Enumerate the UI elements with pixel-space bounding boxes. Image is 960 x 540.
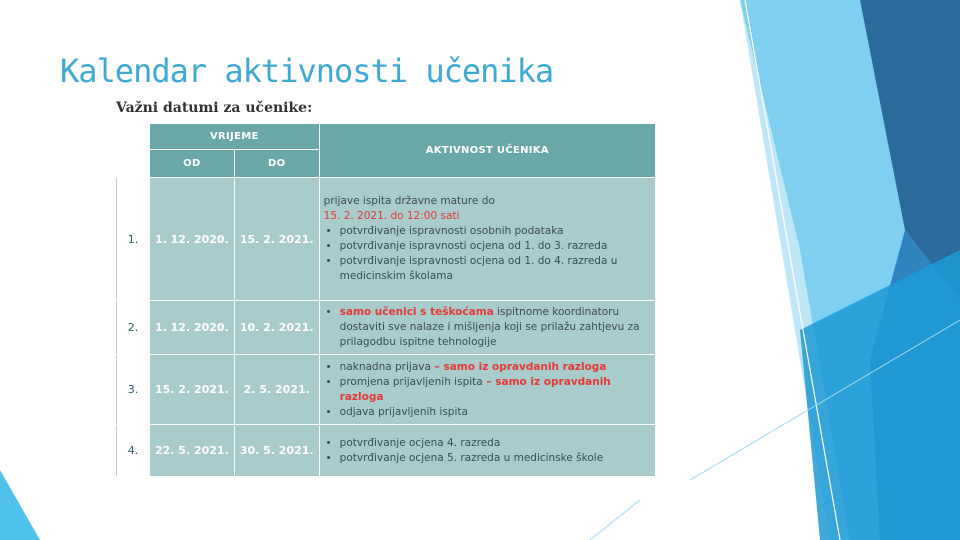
list-item: • potvrđivanje ispravnosti ocjena od 1. do 4. razreda u medicinskim školama [340, 254, 651, 284]
row-from-date: 22. 5. 2021. [149, 425, 234, 477]
row-from-date: 1. 12. 2020. [149, 178, 234, 301]
table-row [117, 301, 656, 355]
activity-list [324, 305, 651, 350]
row-from-date: 15. 2. 2021. [149, 355, 234, 425]
deco-bottom-left [0, 470, 40, 540]
deadline-text: 15. 2. 2021. do 12:00 sati [323, 210, 460, 222]
activity-intro: prijave ispita državne mature do 15. 2. 2021. do 12:00 sati [323, 195, 495, 222]
activity-list [324, 224, 651, 284]
row-number: 3. [117, 355, 150, 425]
list-item: • naknadna prijava – samo iz opravdanih razloga [340, 360, 651, 375]
row-activity [319, 178, 655, 301]
header-time: VRIJEME [149, 124, 319, 150]
list-item: • odjava prijavljenih ispita [340, 405, 651, 420]
row-number: 1. [117, 178, 150, 301]
table-row [117, 425, 656, 477]
header-to: DO [234, 150, 319, 178]
activity-list [324, 360, 651, 420]
header-from: OD [149, 150, 234, 178]
row-activity [319, 301, 655, 355]
page-subtitle: Važni datumi za učenike: [116, 100, 313, 116]
row-number: 2. [117, 301, 150, 355]
row-to-date: 2. 5. 2021. [234, 355, 319, 425]
table-row [117, 178, 656, 301]
row-activity [319, 355, 655, 425]
list-item: • potvrđivanje ispravnosti ocjena od 1. do 3. razreda [340, 239, 651, 254]
list-item: • potvrđivanje ispravnosti osobnih podataka [340, 224, 651, 239]
activity-list [324, 436, 651, 466]
list-item: • potvrđivanje ocjena 5. razreda u medicinske škole [340, 451, 651, 466]
calendar-table [116, 123, 656, 477]
header-blank [117, 124, 150, 178]
row-to-date: 15. 2. 2021. [234, 178, 319, 301]
list-item: • samo učenici s teškoćama ispitnome koordinatoru dostaviti sve nalaze i mišljenja koji se prilažu zahtjevu za prilagodbu ispitne tehnologije [340, 305, 651, 350]
row-activity [319, 425, 655, 477]
row-to-date: 30. 5. 2021. [234, 425, 319, 477]
deco-thin-line-3 [590, 500, 640, 540]
header-activity: AKTIVNOST UČENIKA [319, 124, 655, 178]
page-title: Kalendar aktivnosti učenika [60, 52, 554, 90]
row-number: 4. [117, 425, 150, 477]
table-row [117, 355, 656, 425]
row-from-date: 1. 12. 2020. [149, 301, 234, 355]
list-item: • promjena prijavljenih ispita – samo iz opravdanih razloga [340, 375, 651, 405]
row-to-date: 10. 2. 2021. [234, 301, 319, 355]
list-item: • potvrđivanje ocjena 4. razreda [340, 436, 651, 451]
